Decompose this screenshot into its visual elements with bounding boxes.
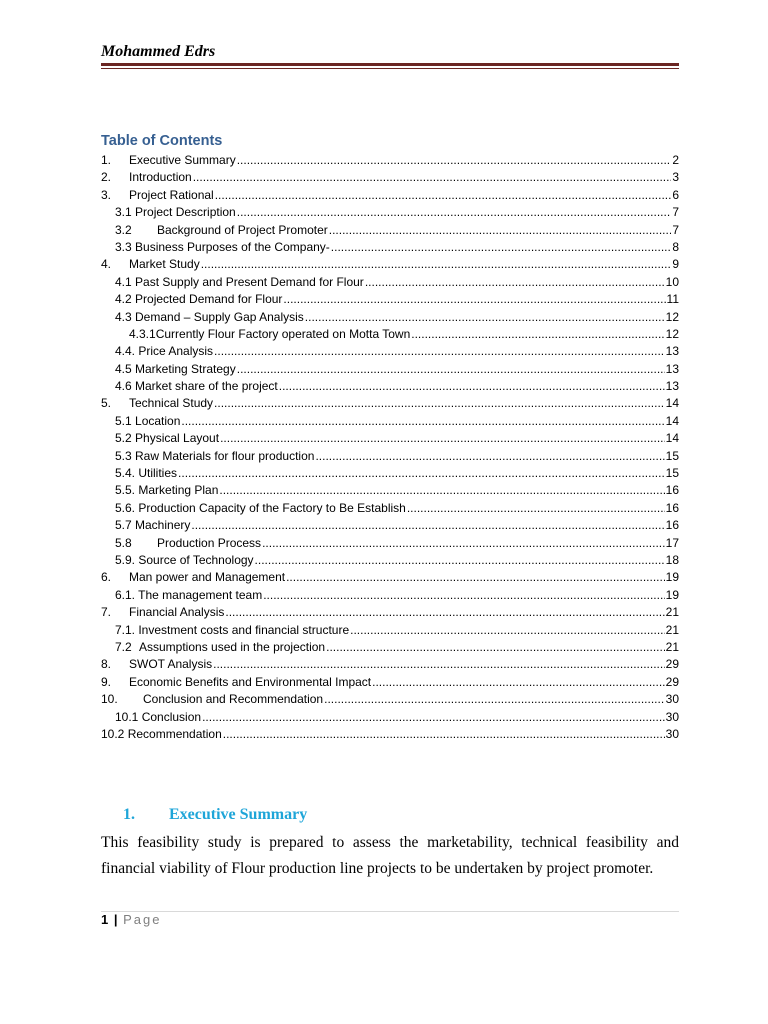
toc-entry-title: 5.6. Production Capacity of the Factory to Be Establish: [115, 500, 406, 515]
toc-entry-title: 5.1 Location: [115, 413, 181, 428]
header-rule-thick: [101, 63, 679, 66]
toc-entry-title: Background of Project Promoter: [157, 222, 328, 237]
toc-leader-dots: [279, 378, 665, 395]
toc-entry-title: 4.5 Marketing Strategy: [115, 361, 236, 376]
toc-entry-title: 4.1 Past Supply and Present Demand for Flour: [115, 274, 364, 289]
toc-leader-dots: [283, 291, 665, 308]
toc-entry[interactable]: [101, 326, 679, 343]
toc-entry[interactable]: [101, 569, 679, 586]
toc-entry-page: 30: [665, 709, 679, 724]
toc-leader-dots: [411, 326, 664, 343]
toc-entry-page: 16: [665, 518, 679, 533]
toc-entry[interactable]: [101, 604, 679, 621]
section-heading: [101, 806, 307, 824]
toc-entry[interactable]: [101, 152, 679, 169]
toc-entry[interactable]: [101, 378, 679, 395]
footer-rule: [101, 911, 679, 912]
toc-title: Table of Contents: [101, 133, 223, 149]
toc-entry-number: 3.2: [115, 222, 132, 237]
toc-entry-title: 4.4. Price Analysis: [115, 344, 214, 359]
toc-leader-dots: [191, 517, 664, 534]
toc-entry[interactable]: [101, 204, 679, 221]
toc-entry-number: 10.: [101, 692, 118, 707]
toc-entry-number: 5.: [101, 396, 112, 411]
toc-entry-number: 7.2: [115, 639, 132, 654]
toc-leader-dots: [262, 535, 665, 552]
toc-entry[interactable]: [101, 169, 679, 186]
toc-entry[interactable]: [101, 674, 679, 691]
table-of-contents: [101, 152, 679, 743]
toc-entry-page: 15: [665, 448, 679, 463]
toc-entry-page: 29: [665, 674, 679, 689]
toc-entry-title: 5.9. Source of Technology: [115, 552, 254, 567]
toc-entry-title: 7.1. Investment costs and financial structure: [115, 622, 350, 637]
toc-entry-title: 6.1. The management team: [115, 587, 263, 602]
toc-entry-title: Market Study: [129, 257, 200, 272]
toc-entry-title: 3.3 Business Purposes of the Company-: [115, 239, 330, 254]
toc-entry-title: Assumptions used in the projection: [139, 639, 326, 654]
toc-entry-page: 17: [665, 535, 679, 550]
toc-entry[interactable]: [101, 395, 679, 412]
toc-entry-page: 6: [672, 187, 679, 202]
toc-leader-dots: [223, 726, 665, 743]
toc-leader-dots: [324, 691, 665, 708]
footer-separator: |: [113, 912, 118, 927]
toc-entry[interactable]: [101, 552, 679, 569]
toc-leader-dots: [202, 709, 665, 726]
toc-entry-page: 8: [672, 239, 679, 254]
toc-entry[interactable]: [101, 587, 679, 604]
toc-entry-page: 12: [665, 326, 679, 341]
toc-entry-title: Production Process: [157, 535, 262, 550]
toc-entry-title: Technical Study: [129, 396, 214, 411]
toc-leader-dots: [315, 448, 664, 465]
toc-entry-title: 5.5. Marketing Plan: [115, 483, 219, 498]
section-title: Executive Summary: [169, 806, 308, 823]
toc-leader-dots: [220, 430, 665, 447]
toc-entry-title: Project Rational: [129, 187, 214, 202]
toc-leader-dots: [331, 239, 672, 256]
toc-entry-page: 18: [665, 552, 679, 567]
toc-entry[interactable]: [101, 291, 679, 308]
toc-entry-title: Introduction: [129, 170, 192, 185]
toc-entry-page: 16: [665, 483, 679, 498]
toc-leader-dots: [255, 552, 665, 569]
toc-entry-number: 4.: [101, 257, 112, 272]
toc-leader-dots: [263, 587, 664, 604]
toc-leader-dots: [201, 256, 672, 273]
toc-leader-dots: [286, 569, 665, 586]
toc-entry-page: 14: [665, 413, 679, 428]
toc-entry-title: 4.6 Market share of the project: [115, 379, 278, 394]
toc-entry-page: 30: [665, 692, 679, 707]
toc-entry[interactable]: [101, 256, 679, 273]
toc-leader-dots: [372, 674, 665, 691]
toc-entry[interactable]: [101, 656, 679, 673]
toc-entry[interactable]: [101, 274, 679, 291]
toc-entry-title: 5.7 Machinery: [115, 518, 191, 533]
toc-leader-dots: [237, 152, 672, 169]
toc-entry-title: Conclusion and Recommendation: [143, 692, 324, 707]
toc-leader-dots: [365, 274, 665, 291]
toc-entry[interactable]: [101, 343, 679, 360]
toc-entry-page: 13: [665, 361, 679, 376]
toc-leader-dots: [214, 343, 665, 360]
toc-entry-page: 19: [665, 587, 679, 602]
toc-leader-dots: [215, 187, 672, 204]
toc-entry[interactable]: [101, 517, 679, 534]
toc-entry-page: 7: [672, 222, 679, 237]
section-body: This feasibility study is prepared to assess the marketability, technical feasibility and financial viability of Flour production line projects to be undertaken by project promoter.: [101, 834, 679, 877]
toc-entry-title: 10.2 Recommendation: [101, 726, 222, 741]
toc-entry[interactable]: [101, 726, 679, 743]
toc-entry-page: 29: [665, 657, 679, 672]
toc-entry-title: Financial Analysis: [129, 605, 225, 620]
footer-page-label: Page: [123, 912, 162, 927]
toc-entry-title: Executive Summary: [129, 153, 236, 167]
header-author: Mohammed Edrs: [101, 43, 216, 60]
toc-entry-number: 9.: [101, 674, 112, 689]
toc-entry[interactable]: [101, 413, 679, 430]
toc-entry-title: 4.3 Demand – Supply Gap Analysis: [115, 309, 304, 324]
toc-entry-page: 3: [672, 170, 679, 185]
toc-entry[interactable]: [101, 187, 679, 204]
toc-leader-dots: [219, 482, 664, 499]
toc-entry-page: 2: [672, 153, 679, 167]
toc-entry[interactable]: [101, 430, 679, 447]
toc-entry[interactable]: [101, 465, 679, 482]
toc-entry-number: 2.: [101, 170, 112, 185]
toc-entry-title: 5.2 Physical Layout: [115, 431, 220, 446]
toc-entry-title: SWOT Analysis: [129, 657, 213, 672]
toc-entry-page: 13: [665, 379, 679, 394]
toc-leader-dots: [193, 169, 672, 186]
toc-leader-dots: [225, 604, 664, 621]
toc-entry-title: 4.3.1Currently Flour Factory operated on Motta Town: [129, 326, 411, 341]
toc-entry-page: 13: [665, 344, 679, 359]
toc-leader-dots: [305, 309, 665, 326]
toc-entry-page: 12: [665, 309, 679, 324]
toc-entry-page: 14: [665, 431, 679, 446]
toc-leader-dots: [326, 639, 665, 656]
toc-entry[interactable]: [101, 500, 679, 517]
toc-leader-dots: [350, 622, 665, 639]
toc-leader-dots: [181, 413, 664, 430]
toc-entry[interactable]: [101, 691, 679, 708]
toc-entry-page: 19: [665, 570, 679, 585]
toc-entry-title: 4.2 Projected Demand for Flour: [115, 292, 283, 307]
toc-entry-title: 5.4. Utilities: [115, 466, 178, 481]
toc-entry-page: 16: [665, 500, 679, 515]
toc-entry[interactable]: [101, 709, 679, 726]
toc-entry-number: 1.: [101, 153, 112, 167]
toc-entry[interactable]: [101, 361, 679, 378]
toc-entry[interactable]: [101, 239, 679, 256]
toc-leader-dots: [329, 222, 672, 239]
toc-entry-title: 3.1 Project Description: [115, 205, 236, 220]
footer-page-number: 1: [101, 912, 109, 927]
toc-entry-page: 7: [672, 205, 679, 220]
footer: [101, 912, 162, 927]
toc-entry[interactable]: [101, 622, 679, 639]
toc-entry-number: 5.8: [115, 535, 132, 550]
toc-entry[interactable]: [101, 639, 679, 656]
toc-leader-dots: [213, 656, 665, 673]
toc-entry-page: 9: [672, 257, 679, 272]
toc-entry[interactable]: [101, 309, 679, 326]
toc-leader-dots: [237, 361, 665, 378]
toc-leader-dots: [407, 500, 665, 517]
toc-entry[interactable]: [101, 482, 679, 499]
toc-entry-page: 14: [665, 396, 679, 411]
toc-entry-page: 10: [665, 274, 679, 289]
toc-leader-dots: [178, 465, 665, 482]
toc-entry-page: 21: [665, 639, 679, 654]
toc-entry-number: 6.: [101, 570, 112, 585]
toc-entry[interactable]: [101, 535, 679, 552]
toc-entry-page: 15: [665, 466, 679, 481]
toc-leader-dots: [214, 395, 665, 412]
toc-entry-page: 11: [666, 292, 679, 307]
toc-entry-title: Man power and Management: [129, 570, 286, 585]
toc-entry-page: 21: [665, 622, 679, 637]
toc-leader-dots: [237, 204, 672, 221]
toc-entry[interactable]: [101, 222, 679, 239]
header-rule-thin: [101, 68, 679, 69]
toc-entry-number: 8.: [101, 657, 112, 672]
toc-entry-title: 5.3 Raw Materials for flour production: [115, 448, 315, 463]
toc-entry-page: 30: [665, 726, 679, 741]
section-number: 1.: [123, 806, 135, 823]
toc-entry-title: 10.1 Conclusion: [115, 709, 202, 724]
toc-entry-title: Economic Benefits and Environmental Impact: [129, 674, 372, 689]
toc-entry-number: 3.: [101, 187, 112, 202]
toc-entry-page: 21: [665, 605, 679, 620]
toc-entry-number: 7.: [101, 605, 112, 620]
toc-entry[interactable]: [101, 448, 679, 465]
